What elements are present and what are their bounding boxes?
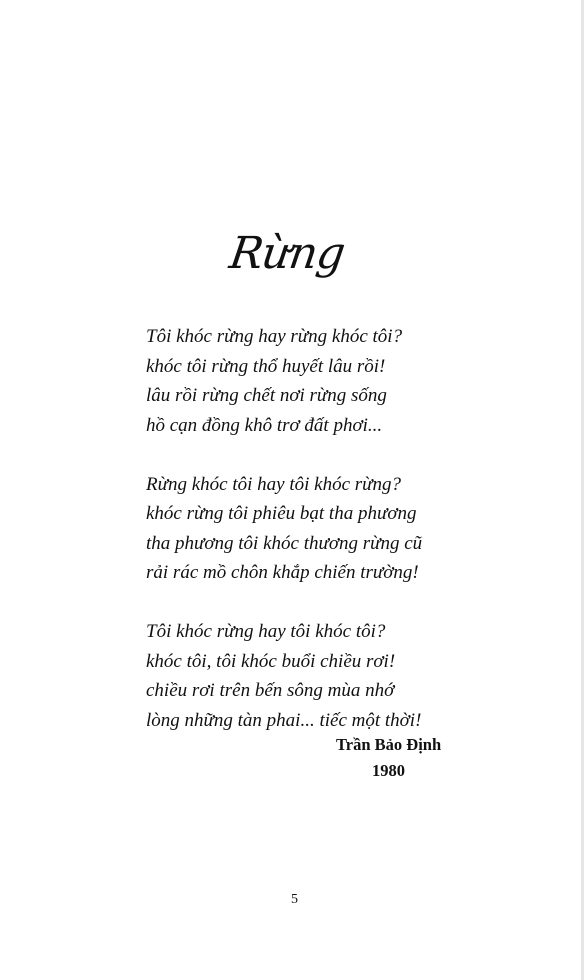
poem-line: Tôi khóc rừng hay tôi khóc tôi? [146, 621, 386, 642]
poem-line: Tôi khóc rừng hay rừng khóc tôi? [146, 326, 403, 347]
poem-line: hồ cạn đồng khô trơ đất phơi... [146, 414, 383, 436]
poem-line: rải rác mồ chôn khắp chiến trường! [146, 562, 419, 583]
poem-line: lòng những tàn phai... tiếc một thời! [146, 709, 422, 731]
poem-line: khóc tôi, tôi khóc buổi chiều rơi! [146, 650, 396, 672]
poem-line: tha phương tôi khóc thương rừng cũ [146, 532, 423, 554]
poem-line: Rừng khóc tôi hay tôi khóc rừng? [146, 473, 402, 495]
poem-line: khóc tôi rừng thổ huyết lâu rồi! [146, 355, 386, 377]
stanza-2 [146, 470, 466, 588]
poem-year: 1980 [372, 761, 405, 780]
poem-line: chiều rơi trên bến sông mùa nhớ [146, 680, 395, 701]
stanza-3 [146, 617, 466, 735]
poem-line: khóc rừng tôi phiêu bạt tha phương [146, 503, 417, 524]
stanza-1 [146, 322, 466, 440]
author-name: Trần Bảo Định [336, 735, 442, 754]
poem-line: lâu rồi rừng chết nơi rừng sống [146, 385, 387, 406]
page-number: 5 [291, 892, 298, 907]
poem-body [146, 322, 466, 765]
poem-title: Rừng [226, 228, 348, 279]
